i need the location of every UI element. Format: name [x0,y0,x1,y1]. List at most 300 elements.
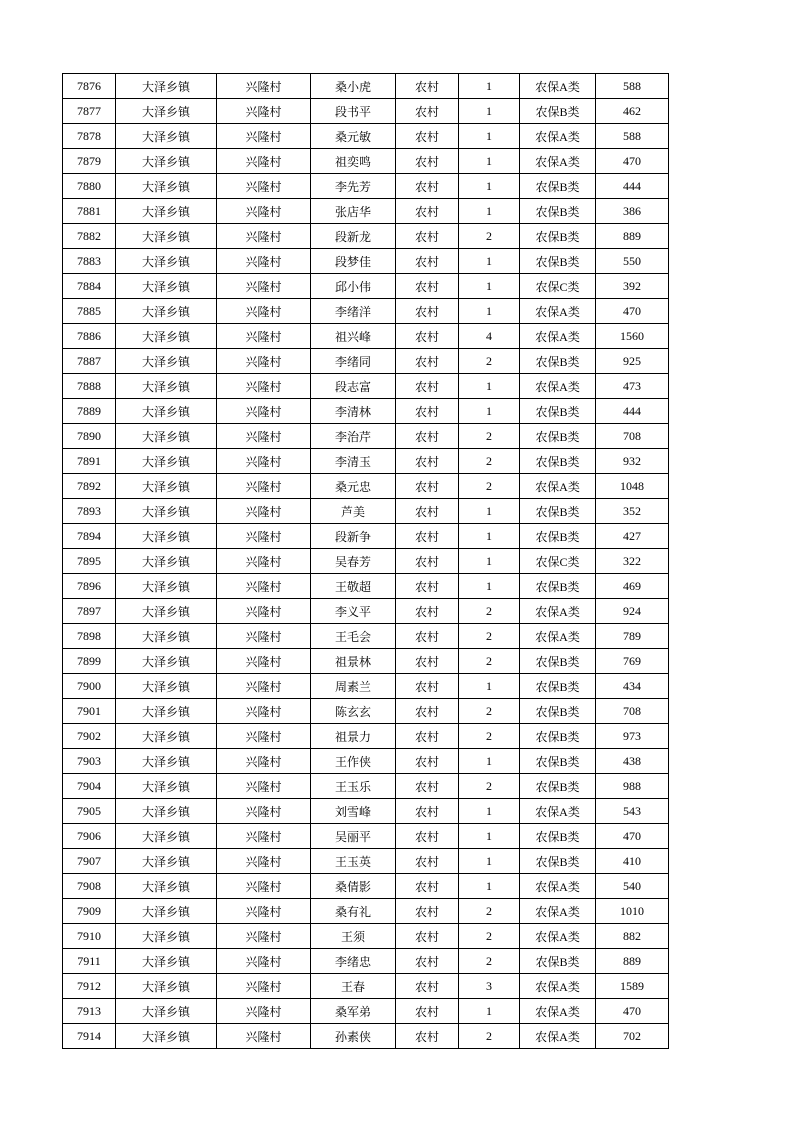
cell-category: 农保B类 [520,524,596,549]
cell-id: 7912 [63,974,116,999]
cell-id: 7879 [63,149,116,174]
table-row [63,724,669,749]
cell-amount: 352 [596,499,669,524]
table-row [63,799,669,824]
cell-town: 大泽乡镇 [116,624,217,649]
cell-count: 2 [459,449,520,474]
cell-count: 1 [459,274,520,299]
cell-name: 李清玉 [311,449,396,474]
cell-name: 王春 [311,974,396,999]
cell-amount: 588 [596,74,669,99]
cell-id: 7914 [63,1024,116,1049]
cell-residence: 农村 [396,249,459,274]
cell-name: 吴丽平 [311,824,396,849]
cell-category: 农保B类 [520,949,596,974]
cell-amount: 470 [596,299,669,324]
cell-id: 7881 [63,199,116,224]
cell-count: 2 [459,349,520,374]
cell-residence: 农村 [396,824,459,849]
cell-count: 1 [459,499,520,524]
cell-name: 周素兰 [311,674,396,699]
table-row [63,99,669,124]
cell-residence: 农村 [396,524,459,549]
cell-village: 兴隆村 [217,799,311,824]
cell-village: 兴隆村 [217,899,311,924]
cell-name: 吴春芳 [311,549,396,574]
cell-id: 7898 [63,624,116,649]
cell-count: 1 [459,299,520,324]
cell-id: 7890 [63,424,116,449]
cell-village: 兴隆村 [217,74,311,99]
cell-village: 兴隆村 [217,974,311,999]
cell-town: 大泽乡镇 [116,899,217,924]
cell-amount: 702 [596,1024,669,1049]
cell-category: 农保C类 [520,549,596,574]
cell-village: 兴隆村 [217,474,311,499]
cell-amount: 973 [596,724,669,749]
cell-village: 兴隆村 [217,174,311,199]
table-row [63,349,669,374]
cell-id: 7902 [63,724,116,749]
table-row [63,999,669,1024]
cell-village: 兴隆村 [217,274,311,299]
cell-residence: 农村 [396,224,459,249]
cell-count: 1 [459,799,520,824]
cell-category: 农保A类 [520,1024,596,1049]
cell-residence: 农村 [396,974,459,999]
cell-id: 7895 [63,549,116,574]
cell-residence: 农村 [396,849,459,874]
cell-id: 7884 [63,274,116,299]
cell-amount: 1048 [596,474,669,499]
cell-count: 1 [459,749,520,774]
cell-town: 大泽乡镇 [116,824,217,849]
table-row [63,199,669,224]
table-row [63,574,669,599]
cell-residence: 农村 [396,699,459,724]
cell-name: 李清林 [311,399,396,424]
cell-count: 2 [459,624,520,649]
cell-id: 7907 [63,849,116,874]
cell-category: 农保B类 [520,424,596,449]
table-row [63,249,669,274]
cell-name: 祖奕鸣 [311,149,396,174]
table-row [63,624,669,649]
cell-town: 大泽乡镇 [116,1024,217,1049]
table-row [63,224,669,249]
cell-name: 刘雪峰 [311,799,396,824]
cell-id: 7897 [63,599,116,624]
cell-amount: 988 [596,774,669,799]
table-row [63,674,669,699]
table-row [63,899,669,924]
cell-village: 兴隆村 [217,424,311,449]
cell-id: 7877 [63,99,116,124]
cell-town: 大泽乡镇 [116,324,217,349]
cell-village: 兴隆村 [217,924,311,949]
cell-amount: 769 [596,649,669,674]
cell-residence: 农村 [396,674,459,699]
table-row [63,399,669,424]
cell-village: 兴隆村 [217,149,311,174]
cell-amount: 932 [596,449,669,474]
cell-amount: 889 [596,949,669,974]
cell-id: 7899 [63,649,116,674]
cell-village: 兴隆村 [217,324,311,349]
cell-amount: 438 [596,749,669,774]
cell-residence: 农村 [396,949,459,974]
cell-residence: 农村 [396,724,459,749]
cell-count: 2 [459,924,520,949]
cell-name: 段梦佳 [311,249,396,274]
cell-amount: 473 [596,374,669,399]
cell-village: 兴隆村 [217,874,311,899]
cell-id: 7889 [63,399,116,424]
table-row [63,649,669,674]
cell-count: 1 [459,149,520,174]
cell-count: 2 [459,899,520,924]
cell-town: 大泽乡镇 [116,74,217,99]
cell-amount: 462 [596,99,669,124]
cell-count: 2 [459,649,520,674]
cell-id: 7883 [63,249,116,274]
cell-residence: 农村 [396,624,459,649]
cell-residence: 农村 [396,999,459,1024]
cell-name: 段新龙 [311,224,396,249]
cell-amount: 427 [596,524,669,549]
cell-town: 大泽乡镇 [116,274,217,299]
cell-town: 大泽乡镇 [116,549,217,574]
cell-category: 农保A类 [520,974,596,999]
cell-town: 大泽乡镇 [116,799,217,824]
cell-id: 7885 [63,299,116,324]
cell-count: 2 [459,724,520,749]
cell-id: 7903 [63,749,116,774]
cell-amount: 708 [596,424,669,449]
cell-name: 孙素侠 [311,1024,396,1049]
cell-count: 2 [459,599,520,624]
cell-residence: 农村 [396,449,459,474]
table-row [63,424,669,449]
cell-village: 兴隆村 [217,624,311,649]
cell-name: 李绪洋 [311,299,396,324]
table-row [63,299,669,324]
cell-id: 7913 [63,999,116,1024]
cell-count: 1 [459,199,520,224]
table-row [63,174,669,199]
cell-category: 农保A类 [520,624,596,649]
cell-id: 7901 [63,699,116,724]
table-row [63,874,669,899]
cell-category: 农保B类 [520,699,596,724]
table-row [63,774,669,799]
table-row [63,274,669,299]
cell-village: 兴隆村 [217,699,311,724]
cell-village: 兴隆村 [217,674,311,699]
cell-id: 7911 [63,949,116,974]
cell-town: 大泽乡镇 [116,499,217,524]
cell-amount: 410 [596,849,669,874]
cell-count: 1 [459,874,520,899]
cell-amount: 1010 [596,899,669,924]
cell-town: 大泽乡镇 [116,399,217,424]
cell-count: 1 [459,524,520,549]
cell-town: 大泽乡镇 [116,224,217,249]
cell-village: 兴隆村 [217,749,311,774]
cell-name: 王玉乐 [311,774,396,799]
cell-amount: 925 [596,349,669,374]
cell-count: 2 [459,474,520,499]
cell-name: 桑军弟 [311,999,396,1024]
cell-amount: 386 [596,199,669,224]
cell-town: 大泽乡镇 [116,649,217,674]
table-row [63,1024,669,1049]
cell-id: 7880 [63,174,116,199]
cell-count: 2 [459,224,520,249]
cell-name: 段新争 [311,524,396,549]
cell-village: 兴隆村 [217,1024,311,1049]
cell-residence: 农村 [396,424,459,449]
cell-amount: 1589 [596,974,669,999]
cell-id: 7882 [63,224,116,249]
cell-amount: 1560 [596,324,669,349]
cell-town: 大泽乡镇 [116,724,217,749]
cell-town: 大泽乡镇 [116,449,217,474]
table-row [63,974,669,999]
cell-id: 7893 [63,499,116,524]
cell-category: 农保B类 [520,774,596,799]
cell-name: 李绪同 [311,349,396,374]
cell-category: 农保A类 [520,599,596,624]
cell-village: 兴隆村 [217,124,311,149]
cell-amount: 470 [596,824,669,849]
cell-residence: 农村 [396,374,459,399]
cell-count: 1 [459,574,520,599]
cell-category: 农保B类 [520,399,596,424]
cell-category: 农保A类 [520,374,596,399]
cell-id: 7887 [63,349,116,374]
table-row [63,324,669,349]
cell-name: 王玉英 [311,849,396,874]
cell-count: 4 [459,324,520,349]
cell-count: 1 [459,674,520,699]
cell-residence: 农村 [396,924,459,949]
table-row [63,824,669,849]
cell-count: 1 [459,249,520,274]
cell-name: 祖景力 [311,724,396,749]
cell-count: 1 [459,549,520,574]
cell-id: 7908 [63,874,116,899]
cell-town: 大泽乡镇 [116,99,217,124]
cell-count: 3 [459,974,520,999]
table-row [63,599,669,624]
cell-residence: 农村 [396,749,459,774]
cell-category: 农保B类 [520,824,596,849]
cell-amount: 469 [596,574,669,599]
cell-village: 兴隆村 [217,724,311,749]
cell-town: 大泽乡镇 [116,699,217,724]
cell-name: 桑元敏 [311,124,396,149]
cell-village: 兴隆村 [217,299,311,324]
table-row [63,849,669,874]
cell-village: 兴隆村 [217,399,311,424]
cell-amount: 550 [596,249,669,274]
cell-category: 农保A类 [520,299,596,324]
cell-village: 兴隆村 [217,599,311,624]
cell-category: 农保B类 [520,224,596,249]
cell-name: 张店华 [311,199,396,224]
cell-category: 农保B类 [520,749,596,774]
cell-village: 兴隆村 [217,549,311,574]
cell-count: 2 [459,949,520,974]
cell-name: 邱小伟 [311,274,396,299]
cell-name: 李治芹 [311,424,396,449]
cell-category: 农保B类 [520,449,596,474]
cell-id: 7905 [63,799,116,824]
cell-name: 李先芳 [311,174,396,199]
cell-village: 兴隆村 [217,999,311,1024]
cell-residence: 农村 [396,299,459,324]
table-row [63,549,669,574]
cell-name: 王敬超 [311,574,396,599]
cell-town: 大泽乡镇 [116,249,217,274]
cell-id: 7878 [63,124,116,149]
cell-residence: 农村 [396,599,459,624]
data-table [62,73,669,1049]
cell-count: 1 [459,374,520,399]
cell-amount: 543 [596,799,669,824]
cell-category: 农保A类 [520,324,596,349]
cell-name: 芦美 [311,499,396,524]
cell-name: 桑倩影 [311,874,396,899]
cell-count: 1 [459,124,520,149]
cell-residence: 农村 [396,74,459,99]
cell-residence: 农村 [396,474,459,499]
cell-category: 农保A类 [520,799,596,824]
table-row [63,449,669,474]
cell-category: 农保B类 [520,574,596,599]
cell-category: 农保B类 [520,174,596,199]
table-row [63,474,669,499]
cell-residence: 农村 [396,174,459,199]
cell-name: 李绪忠 [311,949,396,974]
cell-town: 大泽乡镇 [116,974,217,999]
cell-village: 兴隆村 [217,99,311,124]
cell-id: 7904 [63,774,116,799]
table-row [63,749,669,774]
cell-count: 1 [459,99,520,124]
cell-town: 大泽乡镇 [116,574,217,599]
cell-id: 7892 [63,474,116,499]
cell-category: 农保B类 [520,99,596,124]
cell-id: 7906 [63,824,116,849]
cell-id: 7891 [63,449,116,474]
table-body [63,74,669,1049]
cell-amount: 889 [596,224,669,249]
cell-amount: 322 [596,549,669,574]
cell-residence: 农村 [396,124,459,149]
cell-amount: 470 [596,999,669,1024]
cell-town: 大泽乡镇 [116,424,217,449]
cell-category: 农保C类 [520,274,596,299]
cell-town: 大泽乡镇 [116,774,217,799]
cell-count: 1 [459,174,520,199]
cell-village: 兴隆村 [217,499,311,524]
table-row [63,499,669,524]
table-row [63,524,669,549]
cell-category: 农保A类 [520,924,596,949]
cell-residence: 农村 [396,399,459,424]
cell-count: 2 [459,774,520,799]
cell-town: 大泽乡镇 [116,949,217,974]
cell-town: 大泽乡镇 [116,474,217,499]
cell-category: 农保A类 [520,899,596,924]
cell-name: 李义平 [311,599,396,624]
cell-village: 兴隆村 [217,574,311,599]
cell-name: 桑小虎 [311,74,396,99]
cell-residence: 农村 [396,324,459,349]
cell-village: 兴隆村 [217,774,311,799]
cell-category: 农保A类 [520,474,596,499]
cell-name: 祖兴峰 [311,324,396,349]
cell-name: 王作侠 [311,749,396,774]
cell-amount: 392 [596,274,669,299]
cell-category: 农保A类 [520,74,596,99]
cell-residence: 农村 [396,874,459,899]
cell-town: 大泽乡镇 [116,749,217,774]
cell-village: 兴隆村 [217,224,311,249]
cell-amount: 470 [596,149,669,174]
cell-residence: 农村 [396,349,459,374]
table-row [63,74,669,99]
cell-amount: 924 [596,599,669,624]
table-row [63,149,669,174]
cell-village: 兴隆村 [217,199,311,224]
cell-town: 大泽乡镇 [116,149,217,174]
cell-id: 7909 [63,899,116,924]
cell-id: 7910 [63,924,116,949]
cell-count: 1 [459,824,520,849]
cell-town: 大泽乡镇 [116,199,217,224]
cell-town: 大泽乡镇 [116,599,217,624]
cell-town: 大泽乡镇 [116,924,217,949]
cell-amount: 882 [596,924,669,949]
cell-town: 大泽乡镇 [116,124,217,149]
cell-town: 大泽乡镇 [116,299,217,324]
cell-id: 7888 [63,374,116,399]
cell-residence: 农村 [396,649,459,674]
cell-name: 桑元忠 [311,474,396,499]
cell-residence: 农村 [396,899,459,924]
cell-category: 农保A类 [520,999,596,1024]
cell-count: 1 [459,399,520,424]
cell-town: 大泽乡镇 [116,349,217,374]
cell-count: 1 [459,849,520,874]
cell-amount: 444 [596,399,669,424]
cell-village: 兴隆村 [217,824,311,849]
cell-id: 7876 [63,74,116,99]
cell-village: 兴隆村 [217,449,311,474]
cell-residence: 农村 [396,199,459,224]
cell-town: 大泽乡镇 [116,999,217,1024]
cell-village: 兴隆村 [217,374,311,399]
cell-amount: 588 [596,124,669,149]
cell-category: 农保B类 [520,199,596,224]
cell-name: 王须 [311,924,396,949]
cell-village: 兴隆村 [217,249,311,274]
cell-residence: 农村 [396,799,459,824]
cell-residence: 农村 [396,499,459,524]
